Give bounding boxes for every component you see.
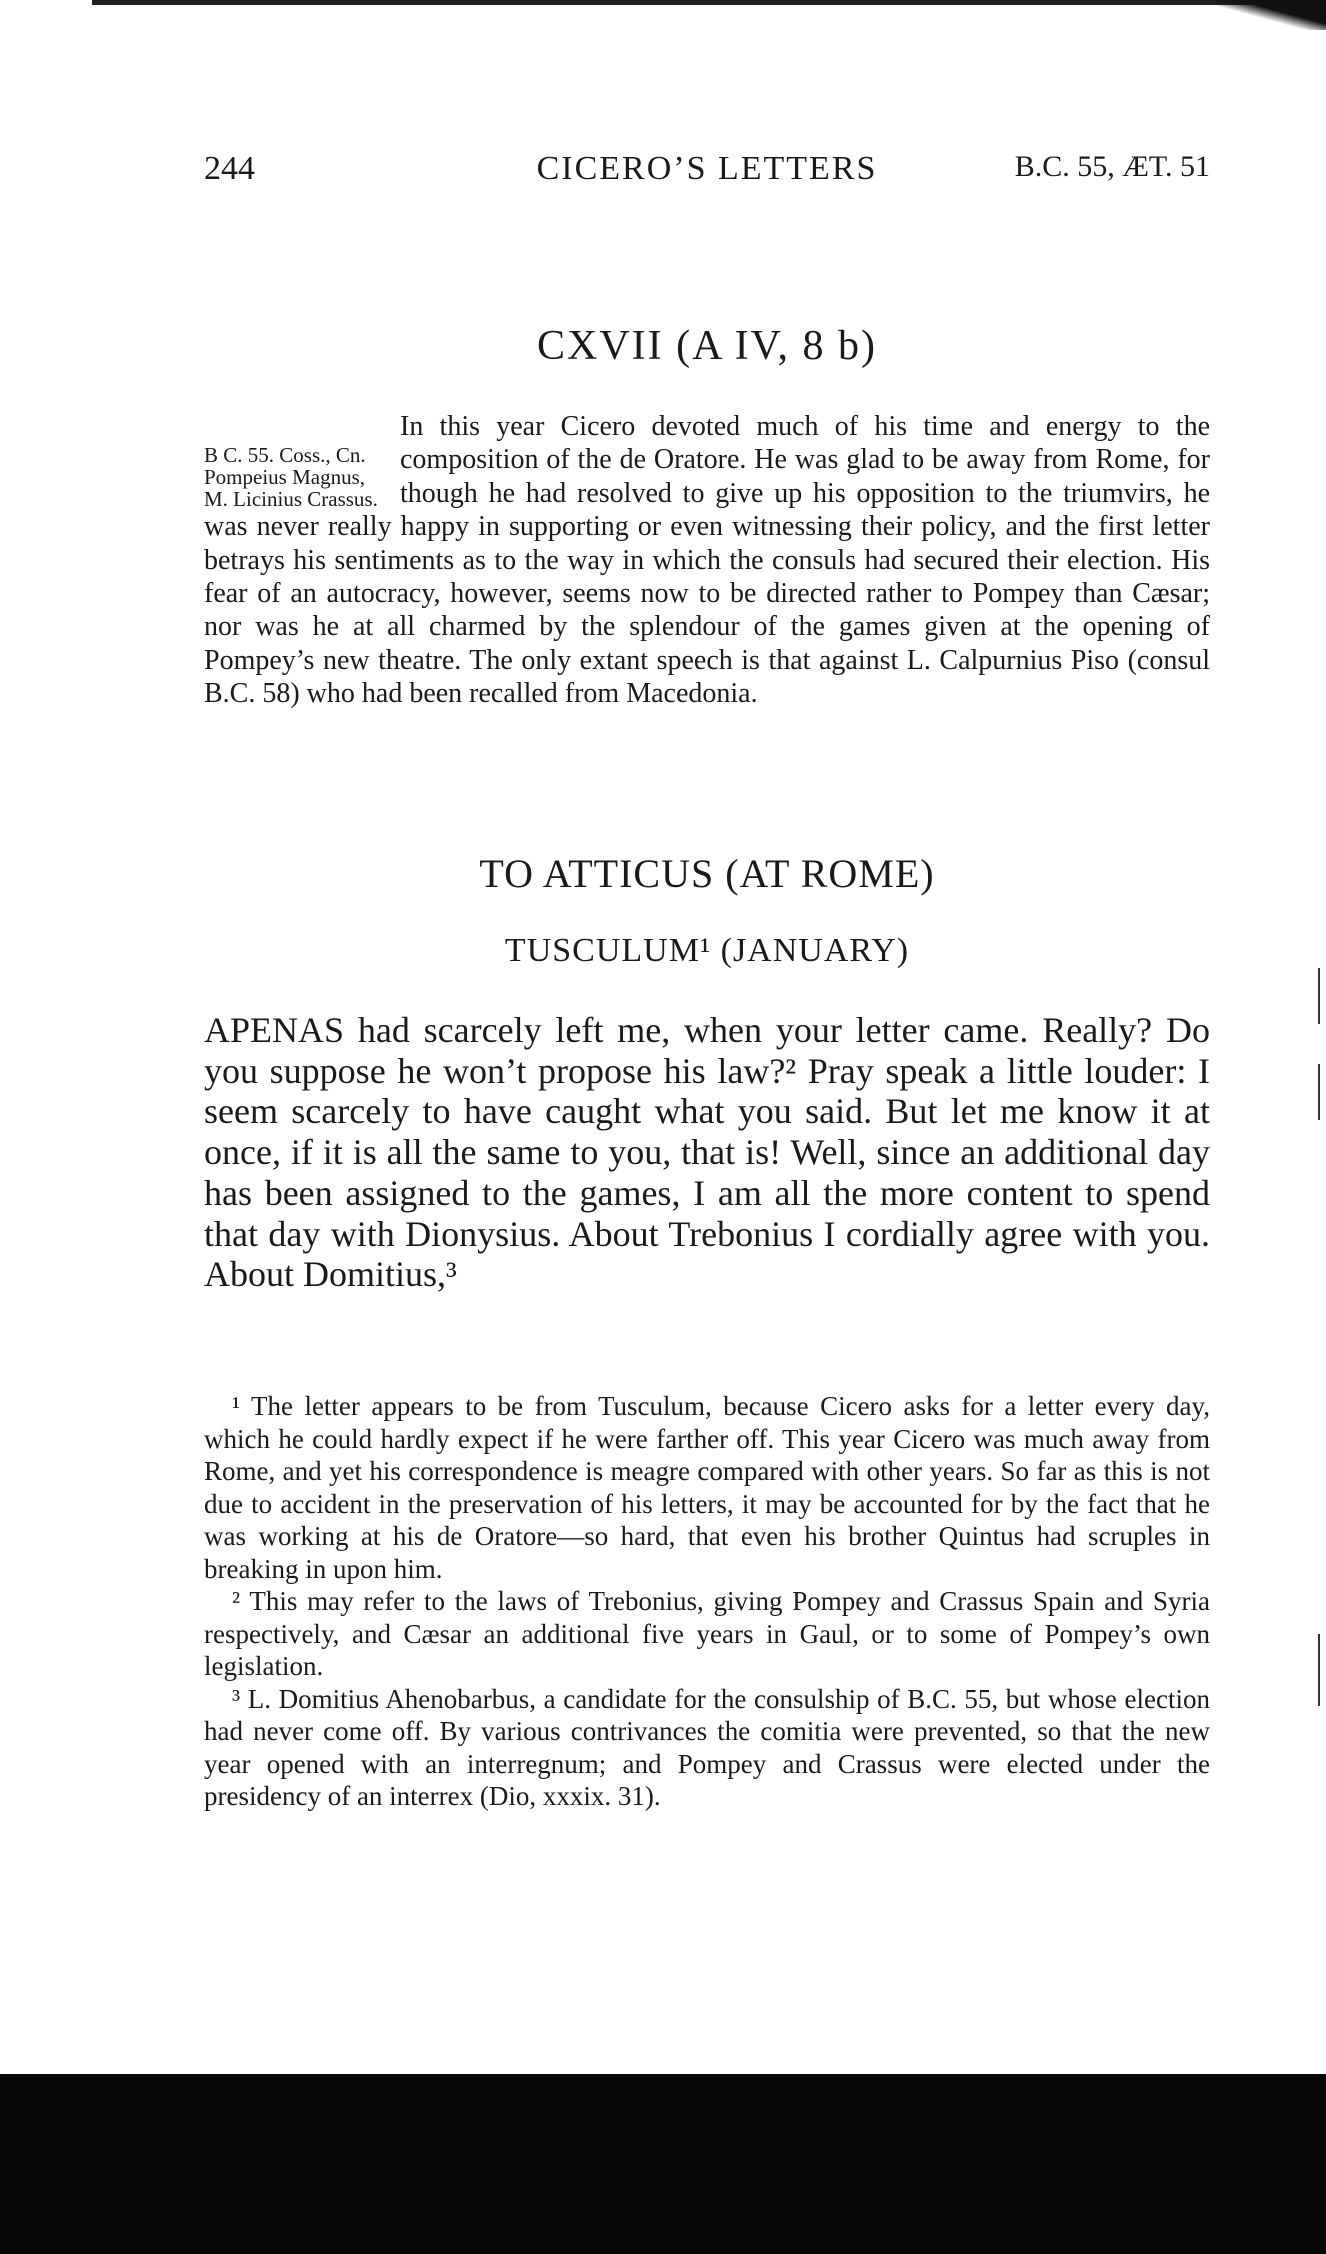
letter-body <box>204 1010 1210 1295</box>
letter-place-date: TUSCULUM¹ (JANUARY) <box>504 932 910 969</box>
margin-side-note: B C. 55. Coss., Cn. Pompeius Magnus, M. Licinius Crassus. <box>204 443 378 511</box>
margin-mark <box>1318 1634 1320 1706</box>
top-edge-rule <box>92 0 1326 5</box>
margin-mark <box>1318 1064 1320 1120</box>
scan-bottom-shadow <box>0 2074 1326 2254</box>
date-reference: B.C. 55, ÆT. 51 <box>1014 150 1210 183</box>
running-title: CICERO’S LETTERS <box>536 150 878 187</box>
page-number: 244 <box>204 150 255 187</box>
letter-number-heading: CXVII (A IV, 8 b) <box>536 323 878 369</box>
footnotes-section <box>204 1390 1210 1813</box>
letter-paragraph: APENAS had scarcely left me, when your letter came. Really? Do you suppose he won’t propose his law?² Pray speak a little louder: I seem scarcely to have caught what you said. But let me know it at once, if it is all the same to you, that is! Well, since an additional day has been assigned to the games, I am all the more content to spend that day with Dionysius. About Trebonius I cordially agree with you. About Domitius,³ <box>204 1010 1210 1295</box>
margin-mark <box>1318 968 1320 1024</box>
footnote-2: ² This may refer to the laws of Trebonius, giving Pompey and Crassus Spain and Syria respectively, and Cæsar an additional five years in Gaul, or to some of Pompey’s own legislation. <box>204 1586 1210 1681</box>
intro-paragraph: In this year Cicero devoted much of his time and energy to the composition of the de Oratore. He was glad to be away from Rome, for though he had resolved to give up his opposition to the triumvirs, he was never really happy in supporting or even witnessing their policy, and the first letter betrays his sentiments as to the way in which the consuls had secured their election. His fear of an autocracy, however, seems now to be directed rather to Pompey than Cæsar; nor was he at all charmed by the splendour of the games given at the opening of Pompey’s new theatre. The only extant speech is that against L. Calpurnius Piso (consul B.C. 58) who had been recalled from Macedonia. <box>204 411 1210 710</box>
footnote-3: ³ L. Domitius Ahenobarbus, a candidate for the consulship of B.C. 55, but whose election had never come off. By various contrivances the comitia were prevented, so that the new year opened with an interregnum; and Pompey and Crassus were elected under the presidency of an interrex (Dio, xxxix. 31). <box>204 1683 1210 1811</box>
page-corner-shadow <box>1216 0 1326 30</box>
intro-section <box>204 410 1210 711</box>
footnote-1: ¹ The letter appears to be from Tusculum, because Cicero asks for a letter every day, which he could hardly expect if he were farther off. This year Cicero was much away from Rome, and yet his correspondence is meagre compared with other years. So far as this is not due to accident in the preservation of his letters, it may be accounted for by the fact that he was working at his de Oratore—so hard, that even his brother Quintus had scruples in breaking in upon him. <box>204 1391 1210 1584</box>
running-head <box>204 150 1210 194</box>
letter-address: TO ATTICUS (AT ROME) <box>479 851 935 896</box>
